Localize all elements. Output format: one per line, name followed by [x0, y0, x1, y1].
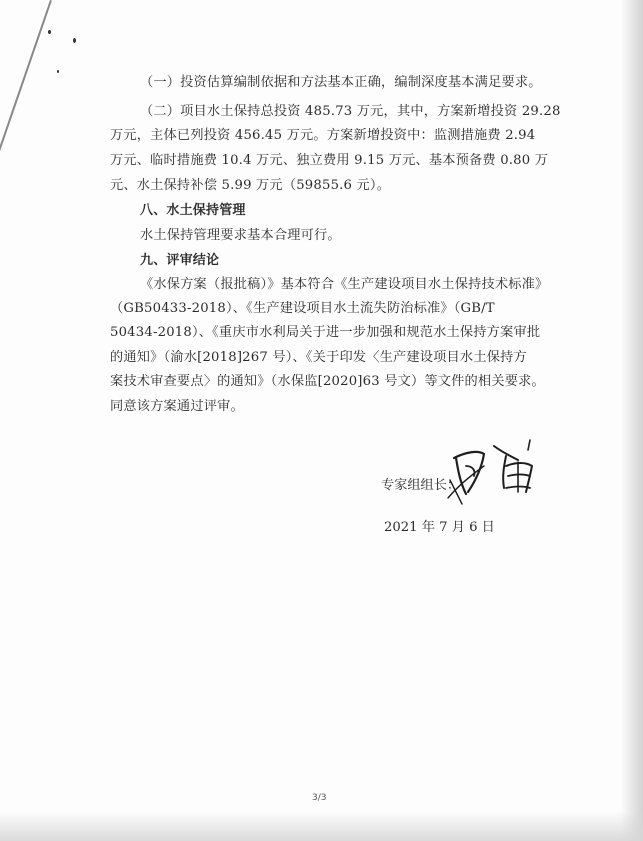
paragraph-conclusion-cont: （GB50433-2018）、《生产建设项目水土流失防治标准》（GB/T — [110, 301, 495, 316]
paragraph-management: 水土保持管理要求基本合理可行。 — [140, 228, 341, 243]
paragraph-total-investment-cont: 万元，主体已列投资 456.45 万元。方案新增投资中：监测措施费 2.94 — [110, 128, 536, 143]
scan-artifact-line — [0, 0, 52, 199]
scan-edge-shadow-bottom — [0, 811, 643, 841]
paragraph-total-investment: （二）项目水土保持总投资 485.73 万元，其中，方案新增投资 29.28 — [140, 104, 561, 119]
paragraph-approval: 同意该方案通过评审。 — [110, 399, 244, 414]
paragraph-conclusion: 《水保方案（报批稿）》基本符合《生产建设项目水土保持技术标准》 — [140, 277, 549, 292]
paragraph-conclusion-cont: 的通知》（渝水[2018]267 号）、《关于印发〈生产建设项目水土保持方 — [110, 350, 527, 365]
paragraph-total-investment-cont: 元、水土保持补偿 5.99 万元（59855.6 元）。 — [110, 178, 391, 193]
paragraph-total-investment-cont: 万元、临时措施费 10.4 万元、独立费用 9.15 万元、基本预备费 0.80 万 — [110, 153, 549, 168]
scan-speck — [73, 38, 76, 43]
scan-edge-shadow-right — [621, 0, 643, 841]
scan-speck — [48, 30, 51, 34]
scan-speck — [57, 70, 59, 73]
paragraph-conclusion-cont: 案技术审查要点〉的通知》（水保监[2020]63 号文）等文件的相关要求。 — [110, 374, 545, 389]
signature-label: 专家组组长： — [381, 478, 461, 493]
section-heading-9: 九、评审结论 — [140, 253, 220, 268]
section-heading-8: 八、水土保持管理 — [140, 203, 246, 218]
paragraph-conclusion-cont: 50434-2018）、《重庆市水利局关于进一步加强和规范水土保持方案审批 — [110, 325, 541, 340]
paragraph-investment-basis: （一）投资估算编制依据和方法基本正确，编制深度基本满足要求。 — [140, 75, 542, 90]
signature-date: 2021 年 7 月 6 日 — [384, 520, 495, 535]
handwritten-signature — [444, 436, 554, 516]
page-number: 3/3 — [312, 793, 327, 803]
